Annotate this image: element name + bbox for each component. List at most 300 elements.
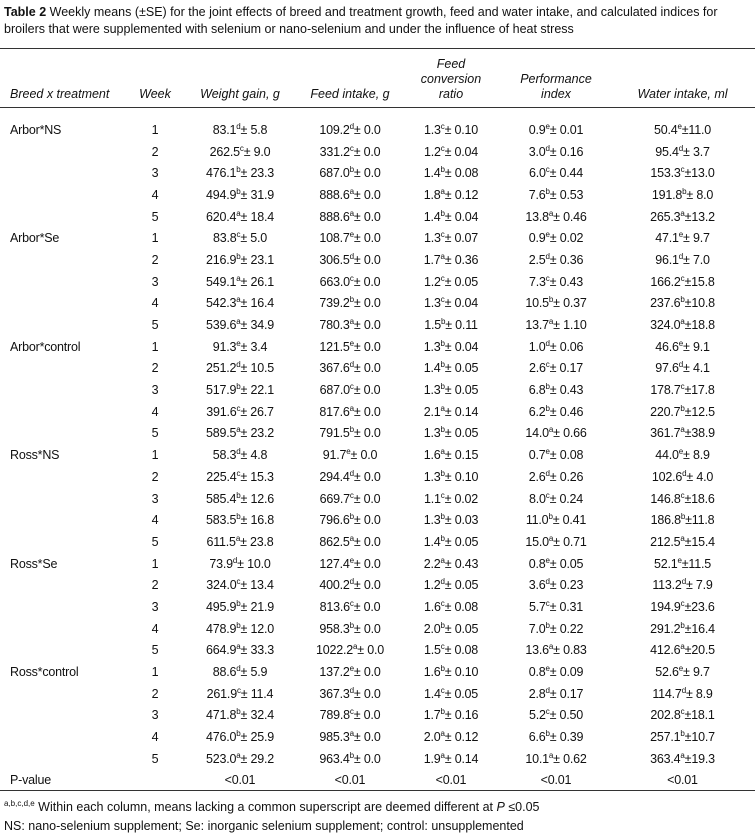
water-intake-cell (610, 293, 755, 315)
standard-error: ± 0.36 (549, 252, 584, 267)
fcr-cell (400, 293, 502, 315)
fcr-cell (400, 227, 502, 249)
significance-letter: b (236, 186, 241, 196)
weight-gain-cell (180, 119, 300, 141)
significance-letter: c (440, 121, 445, 131)
significance-letter: a (236, 642, 241, 652)
week-cell: 2 (151, 578, 159, 593)
breed-treatment-cell (0, 509, 130, 531)
significance-letter: b (440, 317, 446, 327)
fcr-cell (400, 661, 502, 683)
water-intake-cell (610, 488, 755, 510)
mean-value: 91.3 (212, 339, 237, 354)
significance-letter: c (239, 143, 244, 153)
feed-intake-cell (300, 444, 400, 466)
mean-value: 0.9 (528, 122, 546, 137)
breed-treatment-cell (0, 358, 130, 380)
weight-gain-cell (180, 705, 300, 727)
significance-letter: b (440, 620, 445, 630)
significance-letter: a (548, 208, 554, 218)
breed-treatment-cell (0, 293, 130, 315)
significance-letter: e (545, 664, 550, 674)
feed-intake-cell (300, 531, 400, 553)
performance-index-cell (502, 488, 610, 510)
header-row (0, 56, 755, 108)
standard-error: ± 0.31 (549, 599, 584, 614)
standard-error: ± 0.0 (353, 209, 381, 224)
standard-error: ± 0.05 (444, 578, 479, 593)
water-intake-cell (610, 574, 755, 596)
standard-error: ± 0.0 (353, 491, 381, 506)
water-intake-cell (610, 401, 755, 423)
standard-error: ± 5.0 (240, 231, 268, 246)
standard-error: ±13.2 (684, 209, 715, 224)
feed-intake-cell (300, 119, 400, 141)
week-cell: 5 (151, 643, 159, 658)
mean-value: 817.6 (319, 404, 350, 419)
mean-value: 589.5 (206, 426, 237, 441)
mean-value: 58.3 (212, 448, 237, 463)
standard-error: ±15.8 (684, 274, 715, 289)
breed-treatment-cell (0, 249, 130, 271)
mean-value: 291.2 (650, 621, 681, 636)
feed-intake-cell (300, 726, 400, 748)
feed-intake-cell (300, 314, 400, 336)
standard-error: ± 0.04 (444, 209, 479, 224)
significance-letter: c (236, 468, 241, 478)
fcr-cell (400, 444, 502, 466)
mean-value: 10.1 (525, 751, 549, 766)
mean-value: 583.5 (206, 513, 237, 528)
mean-value: 178.7 (650, 383, 681, 398)
significance-letter: b (440, 664, 445, 674)
standard-error: ± 23.1 (240, 252, 274, 267)
significance-letter: b (236, 620, 241, 630)
table-row (0, 141, 755, 163)
significance-letter: b (440, 425, 445, 435)
breed-treatment-cell (0, 162, 130, 184)
table-row (0, 531, 755, 553)
significance-letter: c (440, 490, 445, 500)
pvalue-row (0, 770, 755, 792)
feed-intake-cell (300, 553, 400, 575)
mean-value: 102.6 (651, 469, 683, 484)
week-cell: 3 (151, 599, 159, 614)
feed-intake-cell (300, 661, 400, 683)
mean-value: 6.2 (528, 404, 546, 419)
significance-letter: a (236, 750, 241, 760)
standard-error: ± 34.9 (240, 318, 274, 333)
significance-letter: b (349, 750, 354, 760)
significance-letter: b (548, 512, 553, 522)
fcr-cell (400, 162, 502, 184)
week-cell: 3 (151, 166, 159, 181)
standard-error: ± 0.0 (353, 751, 381, 766)
mean-value: 191.8 (651, 187, 683, 202)
mean-value: 194.9 (650, 599, 681, 614)
significance-letter: a (440, 447, 445, 457)
significance-letter: b (545, 403, 550, 413)
standard-error: ± 33.3 (240, 643, 274, 658)
pvalue-fcr: <0.01 (435, 773, 467, 788)
standard-error: ± 9.0 (243, 144, 271, 159)
mean-value: 663.0 (319, 274, 350, 289)
week-cell: 5 (151, 426, 159, 441)
table-row (0, 661, 755, 683)
significance-letter: b (680, 620, 685, 630)
mean-value: 985.3 (319, 730, 350, 745)
water-intake-cell (610, 184, 755, 206)
mean-value: 1.7 (423, 252, 441, 267)
mean-value: 114.7 (652, 686, 682, 701)
water-intake-cell (610, 726, 755, 748)
pvalue-weight-gain: <0.01 (224, 773, 256, 788)
standard-error: ± 0.53 (549, 187, 584, 202)
standard-error: ±16.4 (684, 621, 715, 636)
header-water-intake: Water intake, ml (637, 87, 728, 101)
standard-error: ± 0.0 (353, 274, 381, 289)
weight-gain-cell (180, 141, 300, 163)
standard-error: ± 10.5 (240, 361, 274, 376)
standard-error: ± 0.50 (549, 708, 584, 723)
week-cell: 2 (151, 252, 159, 267)
performance-index-cell (502, 444, 610, 466)
header-performance-index: Performance index (520, 72, 592, 101)
weight-gain-cell (180, 726, 300, 748)
standard-error: ± 4.8 (240, 448, 268, 463)
mean-value: 46.6 (655, 339, 679, 354)
mean-value: 2.0 (423, 621, 441, 636)
performance-index-cell (502, 553, 610, 575)
breed-treatment-cell (0, 574, 130, 596)
standard-error: ± 29.2 (240, 751, 274, 766)
table-row (0, 705, 755, 727)
significance-letter: d (681, 577, 686, 587)
significance-letter: a (349, 533, 354, 543)
mean-value: 13.6 (525, 643, 549, 658)
significance-letter: a (349, 208, 354, 218)
mean-value: 7.0 (528, 621, 546, 636)
feed-intake-cell (300, 748, 400, 770)
standard-error: ±10.8 (684, 296, 715, 311)
performance-index-cell (502, 618, 610, 640)
water-intake-cell (610, 509, 755, 531)
significance-letter: a (680, 208, 685, 218)
mean-value: 669.7 (319, 491, 350, 506)
mean-value: 888.6 (319, 187, 350, 202)
mean-value: 127.4 (319, 556, 350, 571)
standard-error: ± 0.0 (353, 361, 381, 376)
significance-letter: d (545, 577, 550, 587)
standard-error: ±38.9 (684, 426, 715, 441)
mean-value: 1.3 (423, 513, 441, 528)
significance-letter: b (548, 295, 554, 305)
fcr-cell (400, 249, 502, 271)
table-row (0, 119, 755, 141)
standard-error: ± 1.10 (553, 318, 587, 333)
mean-value: 14.0 (525, 426, 549, 441)
standard-error: ± 0.66 (553, 426, 587, 441)
weight-gain-cell (180, 379, 300, 401)
mean-value: 7.3 (528, 274, 546, 289)
breed-treatment-cell (0, 314, 130, 336)
weight-gain-cell (180, 401, 300, 423)
standard-error: ± 0.62 (553, 751, 587, 766)
performance-index-cell (502, 640, 610, 662)
significance-letter: e (677, 121, 682, 131)
performance-index-cell (502, 358, 610, 380)
significance-letter: b (349, 620, 354, 630)
standard-error: ± 0.0 (350, 448, 378, 463)
standard-error: ± 0.0 (353, 730, 381, 745)
mean-value: 0.7 (528, 448, 546, 463)
standard-error: ± 0.46 (549, 404, 584, 419)
significance-letter: e (545, 447, 550, 457)
water-intake-cell (610, 358, 755, 380)
fcr-cell (400, 206, 502, 228)
significance-letter: b (349, 425, 354, 435)
significance-letter: c (545, 273, 550, 283)
weight-gain-cell (180, 640, 300, 662)
significance-letter: e (349, 230, 354, 240)
mean-value: 153.3 (650, 166, 681, 181)
significance-letter: a (349, 729, 354, 739)
mean-value: 257.1 (650, 730, 681, 745)
standard-error: ± 4.1 (683, 361, 710, 376)
standard-error: ± 23.8 (240, 534, 274, 549)
breed-treatment-cell (0, 379, 130, 401)
mean-value: 1.3 (423, 383, 441, 398)
standard-error: ± 10.0 (237, 556, 271, 571)
water-intake-cell (610, 314, 755, 336)
fcr-cell (400, 141, 502, 163)
mean-value: 1.3 (423, 469, 441, 484)
significance-letter: d (349, 251, 354, 261)
mean-value: 549.1 (206, 274, 237, 289)
mean-value: 813.6 (319, 599, 350, 614)
standard-error: ± 0.05 (444, 361, 479, 376)
significance-letter: c (236, 230, 241, 240)
significance-letter: d (682, 468, 687, 478)
significance-letter: a (353, 642, 358, 652)
significance-letter: e (349, 338, 354, 348)
standard-error: ± 0.03 (444, 513, 479, 528)
significance-letter: e (678, 447, 684, 457)
feed-intake-cell (300, 596, 400, 618)
breed-treatment-cell (0, 466, 130, 488)
significance-letter: a (440, 186, 445, 196)
week-cell: 2 (151, 361, 159, 376)
weight-gain-cell (180, 748, 300, 770)
weight-gain-cell (180, 184, 300, 206)
breed-treatment-cell: Ross*Se (10, 556, 58, 571)
weight-gain-cell (180, 227, 300, 249)
mean-value: 1022.2 (315, 643, 354, 658)
breed-treatment-cell (0, 726, 130, 748)
fcr-cell (400, 423, 502, 445)
feed-intake-cell (300, 141, 400, 163)
water-intake-cell (610, 466, 755, 488)
significance-letter: a (440, 403, 445, 413)
table-row (0, 640, 755, 662)
breed-treatment-cell (0, 640, 130, 662)
pvalue-performance-index: <0.01 (540, 773, 572, 788)
weight-gain-cell (180, 596, 300, 618)
breed-treatment-cell (0, 141, 130, 163)
table-caption-text: Weekly means (±SE) for the joint effects of breed and treatment growth, feed and water intake, and calculated indices for broilers that were supplemented with selenium or nano-selenium and under the influence of heat stress (4, 5, 718, 36)
footnote-text: Within each column, means lacking a common superscript are deemed different at (34, 800, 497, 814)
significance-letter: a (349, 403, 354, 413)
standard-error: ± 4.0 (686, 469, 714, 484)
standard-error: ± 0.07 (444, 231, 479, 246)
breed-treatment-cell: Arbor*Se (10, 231, 60, 246)
fcr-cell (400, 705, 502, 727)
significance-letter: c (440, 230, 445, 240)
significance-letter: e (236, 338, 241, 348)
significance-letter: c (680, 490, 685, 500)
mean-value: 585.4 (206, 491, 237, 506)
significance-letter: d (545, 143, 550, 153)
significance-letter: a (680, 425, 685, 435)
mean-value: 0.9 (528, 231, 546, 246)
standard-error: ± 0.26 (549, 469, 584, 484)
significance-letter: c (440, 598, 445, 608)
standard-error: ± 0.10 (444, 665, 479, 680)
fcr-cell (400, 358, 502, 380)
mean-value: 412.6 (650, 643, 681, 658)
water-intake-cell (610, 444, 755, 466)
mean-value: 611.5 (206, 534, 236, 549)
table-row (0, 227, 755, 249)
mean-value: 5.7 (528, 599, 546, 614)
mean-value: 262.5 (209, 144, 240, 159)
water-intake-cell (610, 596, 755, 618)
standard-error: ±17.8 (684, 383, 715, 398)
mean-value: 1.4 (423, 534, 441, 549)
standard-error: ± 0.10 (444, 469, 479, 484)
standard-error: ± 9.7 (683, 231, 710, 246)
mean-value: 216.9 (206, 252, 237, 267)
mean-value: 1.9 (423, 751, 441, 766)
mean-value: 251.2 (206, 361, 237, 376)
mean-value: 47.1 (655, 231, 679, 246)
significance-letter: d (236, 664, 241, 674)
feed-intake-cell (300, 574, 400, 596)
standard-error: ± 0.05 (444, 534, 479, 549)
standard-error: ± 0.15 (444, 448, 479, 463)
significance-letter: c (349, 382, 354, 392)
performance-index-cell (502, 726, 610, 748)
significance-letter: c (236, 403, 241, 413)
fcr-cell (400, 640, 502, 662)
mean-value: 96.1 (655, 252, 679, 267)
significance-letter: c (545, 707, 550, 717)
mean-value: 958.3 (319, 621, 350, 636)
weight-gain-cell (180, 574, 300, 596)
table-row (0, 184, 755, 206)
water-intake-cell (610, 141, 755, 163)
weight-gain-cell (180, 314, 300, 336)
standard-error: ± 0.08 (444, 643, 479, 658)
standard-error: ±11.8 (685, 513, 715, 528)
standard-error: ± 16.4 (240, 296, 274, 311)
mean-value: 83.8 (212, 231, 237, 246)
significance-letter: e (349, 664, 354, 674)
standard-error: ± 0.37 (553, 296, 587, 311)
mean-value: 0.8 (528, 556, 546, 571)
standard-error: ± 0.04 (444, 339, 479, 354)
fcr-cell (400, 466, 502, 488)
significance-letter: e (545, 230, 550, 240)
feed-intake-cell (300, 423, 400, 445)
significance-letter: c (680, 382, 685, 392)
standard-error: ± 0.39 (549, 730, 584, 745)
standard-error: ± 0.0 (353, 122, 381, 137)
mean-value: 220.7 (650, 404, 681, 419)
significance-letter: c (545, 360, 550, 370)
standard-error: ± 0.23 (549, 578, 584, 593)
significance-letter: c (545, 598, 550, 608)
standard-error: ± 0.08 (549, 448, 584, 463)
standard-error: ± 0.43 (549, 383, 584, 398)
standard-error: ± 0.0 (353, 252, 381, 267)
significance-letter: a (548, 750, 554, 760)
weight-gain-cell (180, 358, 300, 380)
standard-error: ± 0.0 (353, 339, 381, 354)
mean-value: 791.5 (319, 426, 350, 441)
standard-error: ± 31.9 (240, 187, 274, 202)
mean-value: 91.7 (322, 448, 347, 463)
significance-letter: b (680, 729, 685, 739)
mean-value: 1.5 (423, 643, 441, 658)
significance-letter: b (440, 512, 445, 522)
mean-value: 862.5 (319, 534, 350, 549)
table-row (0, 336, 755, 358)
standard-error: ± 25.9 (240, 730, 274, 745)
significance-letter: d (681, 685, 686, 695)
table-row (0, 206, 755, 228)
week-cell: 3 (151, 491, 159, 506)
standard-error: ± 16.8 (240, 513, 274, 528)
table-row (0, 466, 755, 488)
fcr-cell (400, 748, 502, 770)
significance-letter: b (236, 165, 241, 175)
significance-letter: e (545, 555, 550, 565)
weight-gain-cell (180, 488, 300, 510)
standard-error: ± 12.6 (240, 491, 274, 506)
fcr-cell (400, 509, 502, 531)
mean-value: 83.1 (212, 122, 237, 137)
mean-value: 523.0 (206, 751, 237, 766)
table-label: Table 2 (4, 5, 47, 19)
mean-value: 539.6 (206, 318, 237, 333)
standard-error: ±15.4 (684, 534, 715, 549)
table-row (0, 683, 755, 705)
water-intake-cell (610, 683, 755, 705)
week-cell: 2 (151, 144, 159, 159)
significance-letter: d (236, 360, 241, 370)
feed-intake-cell (300, 509, 400, 531)
spacer-row (0, 108, 755, 119)
mean-value: 113.2 (652, 578, 682, 593)
standard-error: ± 0.08 (444, 166, 479, 181)
significance-letter: b (236, 598, 241, 608)
mean-value: 367.3 (319, 686, 350, 701)
mean-value: 237.6 (650, 296, 681, 311)
weight-gain-cell (180, 206, 300, 228)
significance-letter: c (236, 577, 241, 587)
week-cell: 1 (151, 231, 159, 246)
